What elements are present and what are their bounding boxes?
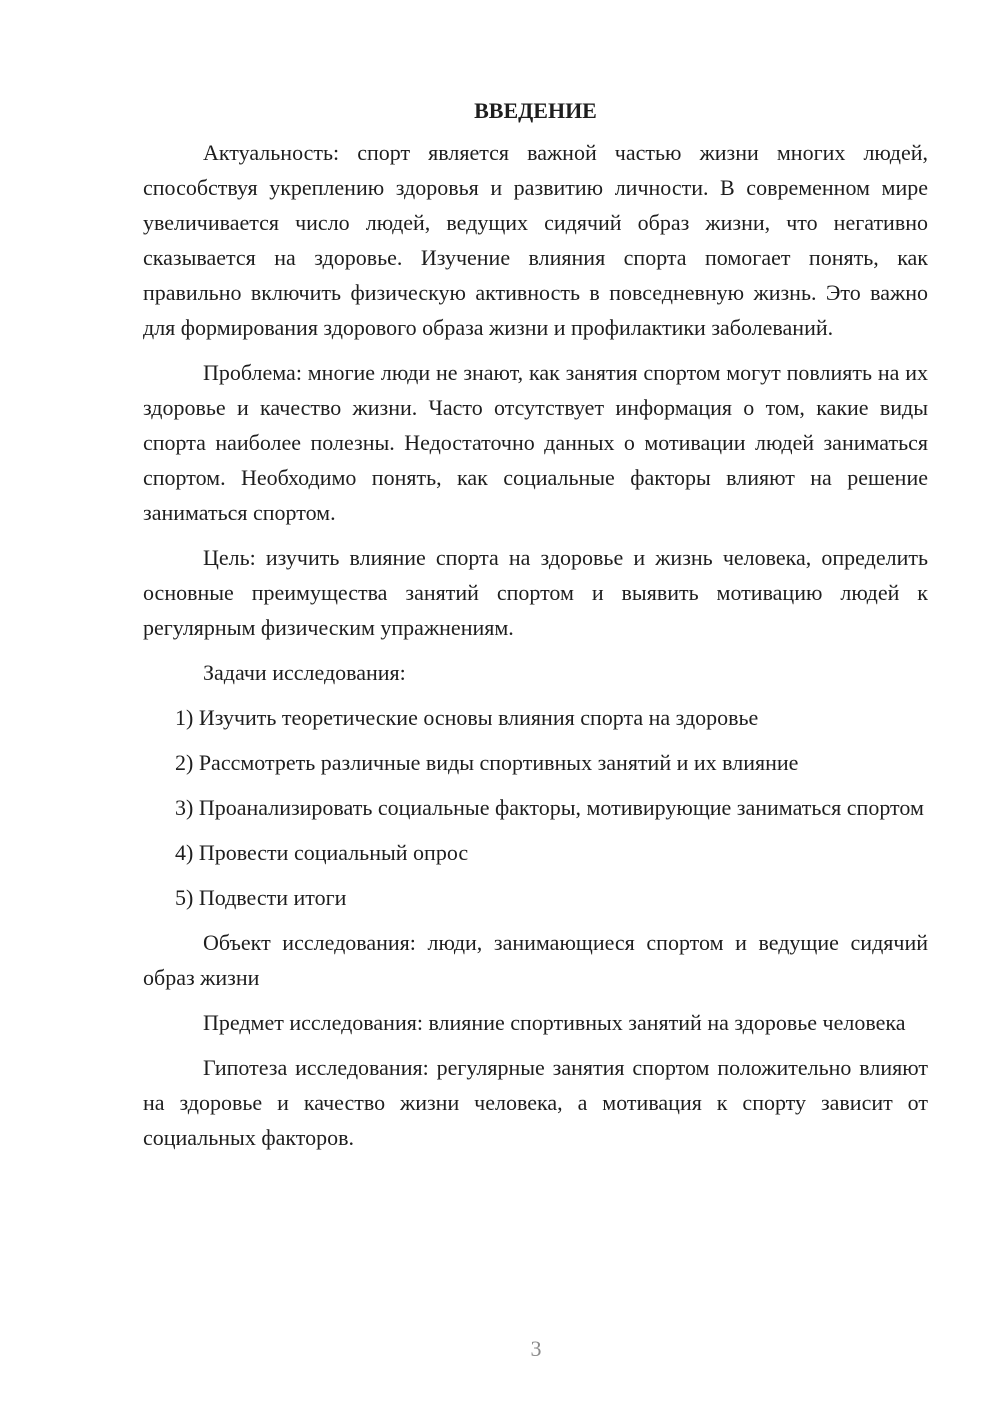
problem-paragraph: Проблема: многие люди не знают, как занятия спортом могут повлиять на их здоровье и качество жизни. Часто отсутствует информация о том, какие виды спорта наиболее полезны. Недостаточно данных о мотивации людей заниматься спортом. Необходимо понять, как социальные факторы влияют на решение заниматься спортом. [143, 360, 928, 525]
hypothesis-paragraph: Гипотеза исследования: регулярные занятия спортом положительно влияют на здоровье и качество жизни человека, а мотивация к спорту зависит от социальных факторов. [143, 1055, 928, 1150]
page-content [143, 96, 928, 1165]
subject-paragraph: Предмет исследования: влияние спортивных занятий на здоровье человека [203, 1010, 906, 1035]
task-item: 1) Изучить теоретические основы влияния спорта на здоровье [175, 705, 759, 730]
goal-paragraph: Цель: изучить влияние спорта на здоровье и жизнь человека, определить основные преимущества занятий спортом и выявить мотивацию людей к регулярным физическим упражнениям. [143, 545, 928, 640]
object-paragraph: Объект исследования: люди, занимающиеся спортом и ведущие сидячий образ жизни [143, 930, 928, 990]
task-item: 2) Рассмотреть различные виды спортивных занятий и их влияние [175, 750, 799, 775]
task-item: 4) Провести социальный опрос [175, 840, 469, 865]
tasks-heading: Задачи исследования: [203, 660, 406, 685]
task-item: 3) Проанализировать социальные факторы, мотивирующие заниматься спортом [175, 795, 924, 820]
relevance-paragraph: Актуальность: спорт является важной частью жизни многих людей, способствуя укреплению здоровья и развитию личности. В современном мире увеличивается число людей, ведущих сидячий образ жизни, что негативно сказывается на здоровье. Изучение влияния спорта помогает понять, как правильно включить физическую активность в повседневную жизнь. Это важно для формирования здорового образа жизни и профилактики заболеваний. [143, 140, 928, 340]
task-item: 5) Подвести итоги [175, 885, 347, 910]
section-title: ВВЕДЕНИЕ [474, 98, 597, 123]
page-number: 3 [530, 1336, 542, 1361]
